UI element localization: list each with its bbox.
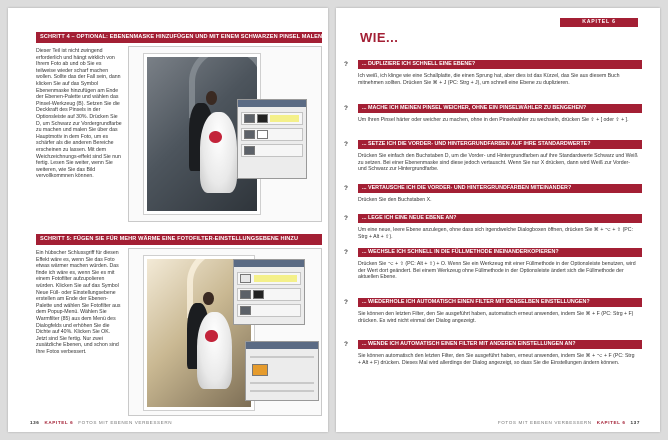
layer-row[interactable] <box>237 288 301 301</box>
step4-title: SCHRITT 4 – OPTIONAL: EBENENMASKE HINZUFÜGEN UND MIT EINEM SCHWARZEN PINSEL MALEN <box>36 32 322 43</box>
question-mark-icon: ? <box>344 249 348 256</box>
page-number: 137 <box>630 420 640 425</box>
filter-color-swatch[interactable] <box>252 364 268 376</box>
chapter-title: FOTOS MIT EBENEN VERBESSERN <box>78 420 173 425</box>
layers-panel <box>237 99 307 179</box>
faq-question: ... SETZE ICH DIE VORDER- UND HINTERGRUNDFARBEN AUF IHRE STANDARDWERTE? <box>358 140 642 149</box>
layer-row[interactable] <box>241 128 303 141</box>
faq-answer: Drücken Sie einfach den Buchstaben D, um die Vorder- und Hintergrundfarben auf ihre Standardwerte Schwarz und Weiß zu setzen. Bei einer Ebenenmaske sind diese jedoch vertauscht. Wenn Sie nur X drücken, dann wird Weiß zur Vorder- und Schwarz zur Hintergrundfarbe. <box>358 153 638 173</box>
faq-answer: Sie können automatisch den letzten Filter, den Sie ausgeführt haben, erneut anwenden, indem Sie ⌘ + ⌥ + F (PC: Strg + Alt + F) drücken. Dieses Mal wird allerdings der Dialog angezeigt, so dass Sie die Einstellungen ändern können. <box>358 353 635 366</box>
faq-question: ... DUPLIZIERE ICH SCHNELL EINE EBENE? <box>358 60 642 69</box>
layers-panel-titlebar <box>238 100 306 107</box>
step5-title: SCHRITT 5: FÜGEN SIE FÜR MEHR WÄRME EINE FOTOFILTER-EINSTELLUNGSEBENE HINZU <box>36 234 322 245</box>
faq-answer: Ich weiß, ich klinge wie eine Schallplatte, die einen Sprung hat, aber dies ist das Kürzel, das Sie aus diesem Buch mitnehmen sollten. Drücken Sie ⌘ + J (PC: Strg + J), um schnell eine Ebene zu duplizieren. <box>358 73 620 86</box>
page-number: 136 <box>30 420 40 425</box>
chapter-title: FOTOS MIT EBENEN VERBESSERN <box>497 420 592 425</box>
layer-row[interactable] <box>241 112 303 125</box>
question-mark-icon: ? <box>344 105 348 112</box>
faq-question: ... LEGE ICH EINE NEUE EBENE AN? <box>358 214 642 223</box>
layer-row[interactable] <box>241 144 303 157</box>
question-mark-icon: ? <box>344 341 348 348</box>
layers-panel <box>233 259 305 325</box>
step4-screenshot <box>128 46 322 222</box>
left-footer <box>30 420 172 425</box>
faq-answer: Um Ihren Pinsel härter oder weicher zu machen, ohne in den Pinselwähler zu wechseln, drücken Sie ⇧ + [ oder ⇧ + ]. <box>358 117 629 123</box>
question-mark-icon: ? <box>344 299 348 306</box>
layer-row[interactable] <box>237 272 301 285</box>
faq-question: ... WECHSLE ICH SCHNELL IN DIE FÜLLMETHODE INEINANDERKOPIEREN? <box>358 248 642 257</box>
question-mark-icon: ? <box>344 215 348 222</box>
step5-screenshot <box>128 248 322 416</box>
layer-row[interactable] <box>237 304 301 317</box>
faq-answer: Um eine neue, leere Ebene anzulegen, ohne dass sich irgendwelche Dialogboxen öffnen, drücken Sie ⌘ + ⌥ + ⇧ (PC: Strg + Alt + ⇧). <box>358 227 633 240</box>
page-heading: WIE... <box>360 30 399 45</box>
faq-answer: Drücken Sie ⌥ + ⇧ (PC: Alt + ⇧) + O. Wenn Sie ein Werkzeug mit einer Füllmethode in der Optionsleiste benutzen, wird der Wert dort geändert. Bei einem Werkzeug ohne Füllmethode in der Optionsleiste ändert sich die Füllmethode der aktuellen Ebene. <box>358 261 636 281</box>
right-footer <box>498 420 640 425</box>
right-page <box>336 8 660 432</box>
faq-answer: Drücken Sie den Buchstaben X. <box>358 197 432 203</box>
faq-answer: Sie können den letzten Filter, den Sie ausgeführt haben, automatisch erneut anwenden, indem Sie ⌘ + F (PC: Strg + F) drücken. Es wird nicht einmal der Dialog angezeigt. <box>358 311 634 324</box>
chapter-tab: KAPITEL 6 <box>560 18 638 27</box>
faq-question: ... MACHE ICH MEINEN PINSEL WEICHER, OHNE EIN PINSELWÄHLER ZU BENGEHEN? <box>358 104 642 113</box>
question-mark-icon: ? <box>344 141 348 148</box>
question-mark-icon: ? <box>344 61 348 68</box>
question-mark-icon: ? <box>344 185 348 192</box>
layers-panel-titlebar <box>234 260 304 267</box>
faq-question: ... VERTAUSCHE ICH DIE VORDER- UND HINTERGRUNDFARBEN MITEINANDER? <box>358 184 642 193</box>
step4-body: Dieser Teil ist nicht zwingend erforderlich und hängt wirklich von Ihrem Foto ab und ob Sie es teilweise wieder scharf machen wollen. Sollte das der Fall sein, dann klicken Sie auf das Symbol Ebenenmaske hinzufügen am Ende der Ebenen-Palette und wählen das Pinsel-Werkzeug (B). Setzen Sie die Deckkraft des Pinsels in der Optionsleiste auf 30%. Drücken Sie D, um Schwarz zur Vordergrundfarbe zu machen und malen Sie über das Hauptmotiv in dem Foto, um es schärfer als die anderen Bereiche erscheinen zu lassen. Mit dem Weichzeichnungs-effekt sind Sie nun fertig. Lesen Sie weiter, wenn Sie weiteren, wie Sie das Bild vervollkommnen können. <box>36 48 122 180</box>
left-page <box>8 8 328 432</box>
photo-filter-dialog <box>245 341 319 401</box>
chapter-label: KAPITEL 6 <box>44 420 74 425</box>
faq-question: ... WENDE ICH AUTOMATISCH EINEN FILTER MIT ANDEREN EINSTELLUNGEN AN? <box>358 340 642 349</box>
step5-body: Ein hübscher Schlussgriff für diesen Effekt wäre es, wenn Sie das Foto etwas wärmer machen würden. Das finde ich wäre es, wenn Sie es mit einem Fotofilter aufzupolieren würden. Klicken Sie auf das Symbol Neue Füll- oder Einstellungsebene erstellen am Ende der Ebenen-Palette und wählen Sie Fotofilter aus dem Popup-Menü. Wählen Sie Warmfilter (85) aus dem Menü des Dialogfelds und erhöhen Sie die Dichte auf 40%. Klicken Sie OK. Jetzt sind Sie fertig. Nur zwei zusätzliche Ebenen, und schon sind Ihre Fotos verbessert. <box>36 250 121 355</box>
faq-question: ... WIEDERHOLE ICH AUTOMATISCH EINEN FILTER MIT DENSELBEN EINSTELLUNGEN? <box>358 298 642 307</box>
dialog-titlebar <box>246 342 318 349</box>
chapter-label: KAPITEL 6 <box>596 420 626 425</box>
